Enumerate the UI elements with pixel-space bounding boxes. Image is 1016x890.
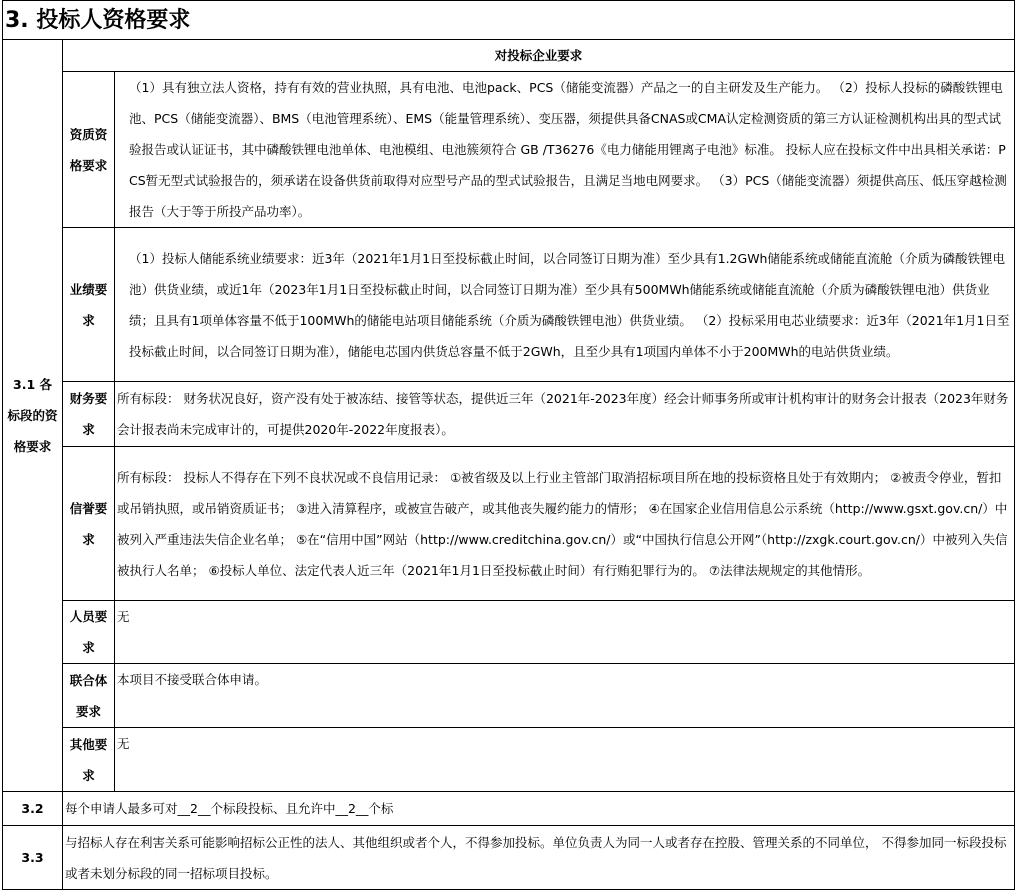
column-header-row xyxy=(3,40,1015,72)
requirements-table xyxy=(2,0,1015,890)
other-text: 无 xyxy=(115,728,1015,792)
section-3-3-label: 3.3 xyxy=(3,826,63,890)
column-header: 对投标企业要求 xyxy=(63,40,1015,72)
finance-row xyxy=(3,382,1015,447)
section-heading: 3. 投标人资格要求 xyxy=(3,1,1015,40)
qualification-row xyxy=(3,72,1015,228)
qualification-text: （1）具有独立法人资格，持有有效的营业执照，具有电池、电池pack、PCS（储能变流器）产品之一的自主研发及生产能力。 （2）投标人投标的磷酸铁锂电池、PCS（储能变流器）、BMS（电池管理系统）、EMS（能量管理系统）、变压器，须提供具备CNAS或CMA认定检测资质的第三方认证检测机构出具的型式试验报告或认证证书，其中磷酸铁锂电池单体、电池模组、电池簇须符合 GB /T36276《电力储能用锂离子电池》标准。 投标人应在投标文件中出具相关承诺：PCS暂无型式试验报告的，须承诺在设备供货前取得对应型号产品的型式试验报告，且满足当地电网要求。 （3）PCS（储能变流器）须提供高压、低压穿越检测报告（大于等于所投产品功率）。 xyxy=(115,72,1015,228)
section-3-2-label: 3.2 xyxy=(3,792,63,826)
other-row xyxy=(3,728,1015,792)
credit-text: 所有标段： 投标人不得存在下列不良状况或不良信用记录： ①被省级及以上行业主管部门取消招标项目所在地的投标资格且处于有效期内； ②被责令停业，暂扣或吊销执照，或吊销资质证书； ③进入清算程序，或被宣告破产，或其他丧失履约能力的情形； ④在国家企业信用信息公示系统（http://www.gsxt.gov.cn/）中被列入严重违法失信企业名单； ⑤在“信用中国”网站（http://www.creditchina.gov.cn/）或“中国执行信息公开网”（http://zxgk.court.gov.cn/）中被列入失信被执行人名单； ⑥投标人单位、法定代表人近三年（2021年1月1日至投标截止时间）有行贿犯罪行为的。 ⑦法律法规规定的其他情形。 xyxy=(115,447,1015,601)
section-3-2-row xyxy=(3,792,1015,826)
personnel-text: 无 xyxy=(115,601,1015,664)
section-3-3-text: 与招标人存在利害关系可能影响招标公正性的法人、其他组织或者个人，不得参加投标。单位负责人为同一人或者存在控股、管理关系的不同单位， 不得参加同一标段投标或者未划分标段的同一招标项目投标。 xyxy=(63,826,1015,890)
personnel-row xyxy=(3,601,1015,664)
finance-label: 财务要求 xyxy=(63,382,115,447)
finance-text: 所有标段： 财务状况良好，资产没有处于被冻结、接管等状态，提供近三年（2021年-2023年度）经会计师事务所或审计机构审计的财务会计报表（2023年财务会计报表尚未完成审计的，可提供2020年-2022年度报表）。 xyxy=(115,382,1015,447)
credit-label: 信誉要求 xyxy=(63,447,115,601)
performance-label: 业绩要求 xyxy=(63,228,115,382)
section-3-1-label: 3.1 各标段的资格要求 xyxy=(3,40,63,792)
qualification-label: 资质资格要求 xyxy=(63,72,115,228)
section-3-2-text: 每个申请人最多可对__2__个标段投标、且允许中__2__个标 xyxy=(63,792,1015,826)
section-3-3-row xyxy=(3,826,1015,890)
consortium-row xyxy=(3,664,1015,728)
consortium-text: 本项目不接受联合体申请。 xyxy=(115,664,1015,728)
performance-text: （1）投标人储能系统业绩要求：近3年（2021年1月1日至投标截止时间，以合同签订日期为准）至少具有1.2GWh储能系统或储能直流舱（介质为磷酸铁锂电池）供货业绩，或近1年（2023年1月1日至投标截止时间，以合同签订日期为准）至少具有500MWh储能系统或储能直流舱（介质为磷酸铁锂电池）供货业绩；且具有1项单体容量不低于100MWh的储能电站项目储能系统（介质为磷酸铁锂电池）供货业绩。 （2）投标采用电芯业绩要求：近3年（2021年1月1日至投标截止时间，以合同签订日期为准），储能电芯国内供货总容量不低于2GWh，且至少具有1项国内单体不小于200MWh的电站供货业绩。 xyxy=(115,228,1015,382)
other-label: 其他要求 xyxy=(63,728,115,792)
performance-row xyxy=(3,228,1015,382)
personnel-label: 人员要求 xyxy=(63,601,115,664)
credit-row xyxy=(3,447,1015,601)
consortium-label: 联合体要求 xyxy=(63,664,115,728)
title-row xyxy=(3,1,1015,40)
